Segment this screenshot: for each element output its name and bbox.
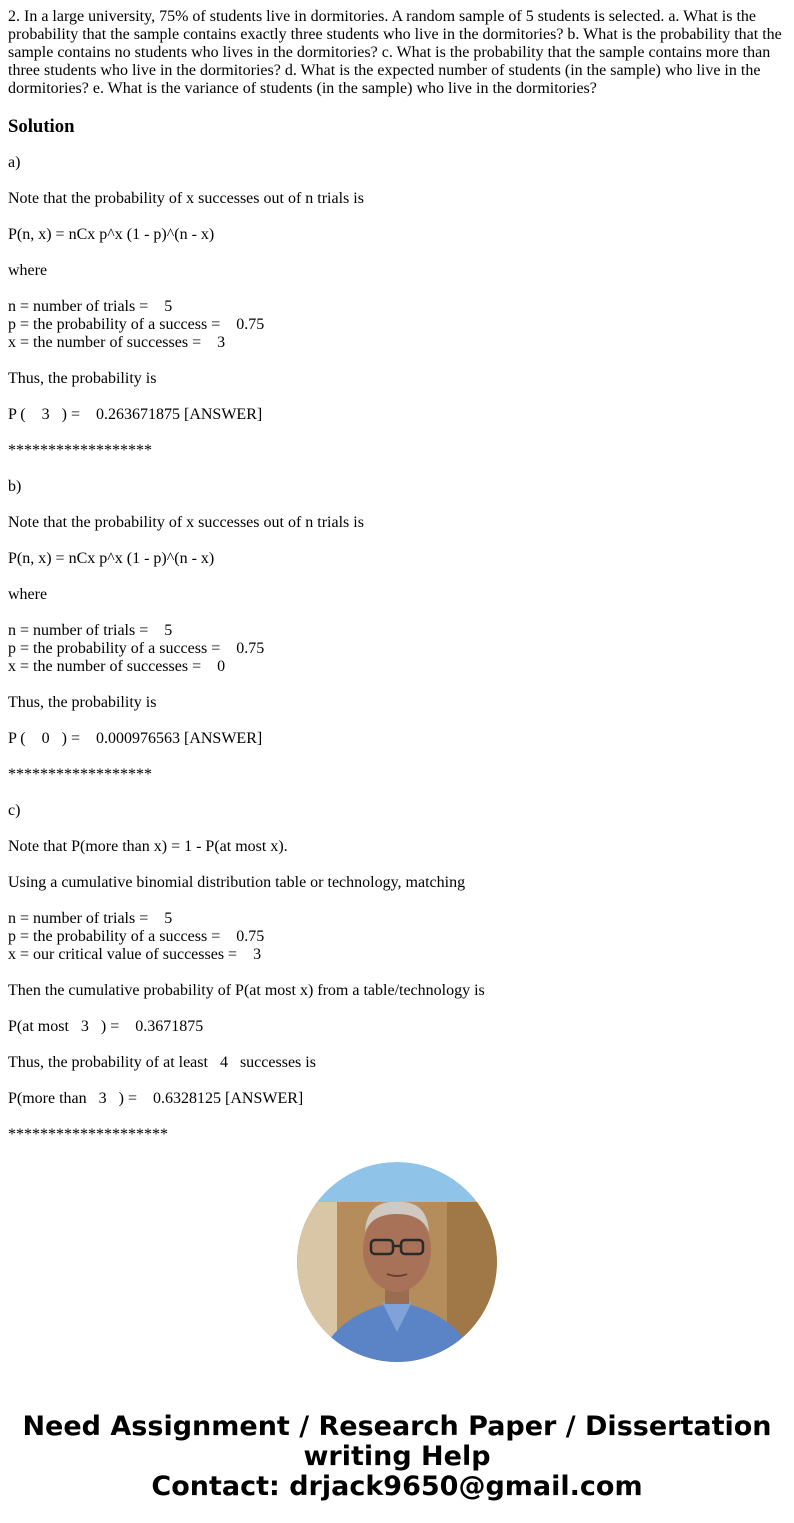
- photo-container: [8, 1162, 786, 1362]
- part-a-formula: P(n, x) = nCx p^x (1 - p)^(n - x): [8, 226, 215, 243]
- part-c-note: Note that P(more than x) = 1 - P(at most x).: [8, 838, 288, 855]
- part-a-separator: ******************: [8, 442, 152, 459]
- part-b-p: p = the probability of a success = 0.75: [8, 640, 265, 657]
- part-a-thus: Thus, the probability is: [8, 370, 157, 387]
- part-a-result: P ( 3 ) = 0.263671875 [ANSWER]: [8, 406, 263, 423]
- part-c-p: p = the probability of a success = 0.75: [8, 928, 265, 945]
- part-c-x: x = our critical value of successes = 3: [8, 946, 262, 963]
- part-a-where: where: [8, 262, 48, 279]
- part-a-x: x = the number of successes = 3: [8, 334, 226, 351]
- part-c-params: [8, 910, 786, 964]
- footer-contact: Contact: drjack9650@gmail.com: [151, 1471, 643, 1502]
- part-b-n: n = number of trials = 5: [8, 622, 173, 639]
- part-a-params: [8, 298, 786, 352]
- author-photo: [297, 1162, 497, 1362]
- part-c-n: n = number of trials = 5: [8, 910, 173, 927]
- part-b-formula: P(n, x) = nCx p^x (1 - p)^(n - x): [8, 550, 215, 567]
- footer-line-1: Need Assignment / Research Paper / Dissertation: [22, 1411, 772, 1442]
- part-b-x: x = the number of successes = 0: [8, 658, 226, 675]
- part-c-then: Then the cumulative probability of P(at most x) from a table/technology is: [8, 982, 485, 999]
- part-c-result: P(more than 3 ) = 0.6328125 [ANSWER]: [8, 1090, 304, 1107]
- part-a-note: Note that the probability of x successes out of n trials is: [8, 190, 364, 207]
- part-b-label: b): [8, 478, 22, 495]
- part-a-n: n = number of trials = 5: [8, 298, 173, 315]
- part-c-label: c): [8, 802, 21, 819]
- part-c-using: Using a cumulative binomial distribution table or technology, matching: [8, 874, 466, 891]
- footer-line-2: writing Help: [303, 1441, 491, 1472]
- part-b-where: where: [8, 586, 48, 603]
- part-a: [8, 154, 786, 460]
- part-c-thus: Thus, the probability of at least 4 successes is: [8, 1054, 316, 1071]
- part-b: [8, 478, 786, 784]
- part-b-note: Note that the probability of x successes out of n trials is: [8, 514, 364, 531]
- part-c-at-most: P(at most 3 ) = 0.3671875: [8, 1018, 204, 1035]
- solution-heading: Solution: [8, 116, 75, 137]
- part-c: [8, 802, 786, 1144]
- part-b-result: P ( 0 ) = 0.000976563 [ANSWER]: [8, 730, 263, 747]
- part-a-p: p = the probability of a success = 0.75: [8, 316, 265, 333]
- part-c-separator: ********************: [8, 1126, 168, 1143]
- question-text: 2. In a large university, 75% of students live in dormitories. A random sample of 5 students is selected. a. What is the probability that the sample contains exactly three students who live in the dormitories? b. What is the probability that the sample contains no students who lives in the dormitories? c. What is the probability that the sample contains more than three students who live in the dormitories? d. What is the expected number of students (in the sample) who live in the dormitories? e. What is the variance of students (in the sample) who live in the dormitories?: [8, 8, 782, 97]
- part-b-separator: ******************: [8, 766, 152, 783]
- part-b-thus: Thus, the probability is: [8, 694, 157, 711]
- part-b-params: [8, 622, 786, 676]
- part-a-label: a): [8, 154, 21, 171]
- footer-ad: [8, 1412, 786, 1502]
